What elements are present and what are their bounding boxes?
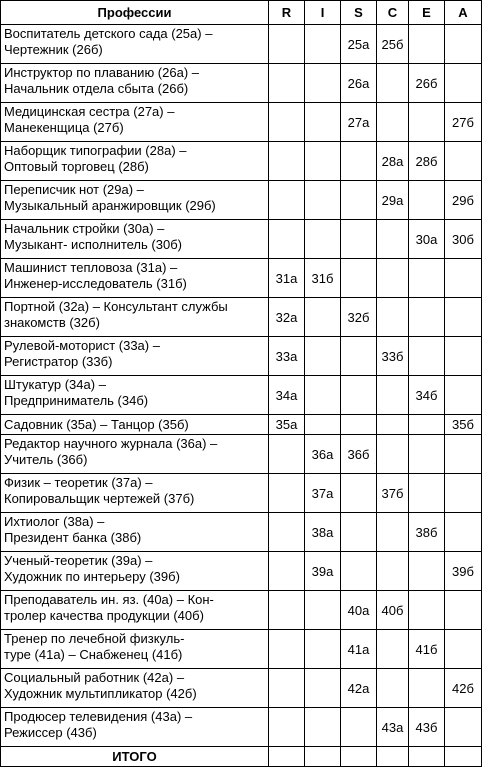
profession-pair: Медицинская сестра (27а) – Манекенщица (27б)	[1, 103, 269, 142]
cell-c: 43а	[377, 708, 409, 747]
cell-r	[269, 552, 305, 591]
cell-e	[409, 415, 445, 435]
cell-i	[305, 708, 341, 747]
cell-s	[341, 474, 377, 513]
cell-e	[409, 181, 445, 220]
cell-r	[269, 220, 305, 259]
cell-e	[409, 337, 445, 376]
cell-a	[445, 298, 482, 337]
total-cell-i	[305, 747, 341, 767]
total-cell-s	[341, 747, 377, 767]
profession-pair: Штукатур (34а) – Предприниматель (34б)	[1, 376, 269, 415]
header-row	[1, 1, 482, 25]
header-i: I	[305, 1, 341, 25]
profession-pair: Портной (32а) – Консультант службы знакомств (32б)	[1, 298, 269, 337]
table-row	[1, 474, 482, 513]
header-s: S	[341, 1, 377, 25]
table-row	[1, 376, 482, 415]
header-c: C	[377, 1, 409, 25]
cell-c	[377, 415, 409, 435]
profession-pair: Машинист тепловоза (31а) – Инженер-исследователь (31б)	[1, 259, 269, 298]
cell-i: 38а	[305, 513, 341, 552]
cell-c: 28а	[377, 142, 409, 181]
table-body	[1, 25, 482, 747]
cell-r	[269, 142, 305, 181]
cell-a: 42б	[445, 669, 482, 708]
cell-e	[409, 552, 445, 591]
header-r: R	[269, 1, 305, 25]
profession-pair: Редактор научного журнала (36а) – Учитель (36б)	[1, 435, 269, 474]
cell-s: 40а	[341, 591, 377, 630]
table-row	[1, 630, 482, 669]
total-cell-e	[409, 747, 445, 767]
cell-c	[377, 298, 409, 337]
cell-i	[305, 337, 341, 376]
cell-r	[269, 669, 305, 708]
table-row	[1, 415, 482, 435]
cell-a	[445, 259, 482, 298]
table-row	[1, 64, 482, 103]
cell-a	[445, 25, 482, 64]
table-row	[1, 142, 482, 181]
table-row	[1, 337, 482, 376]
cell-i	[305, 142, 341, 181]
cell-e	[409, 259, 445, 298]
cell-e: 28б	[409, 142, 445, 181]
profession-pair: Социальный работник (42а) – Художник мультипликатор (42б)	[1, 669, 269, 708]
cell-s	[341, 337, 377, 376]
profession-pair: Преподаватель ин. яз. (40а) – Кон- тролер качества продукции (40б)	[1, 591, 269, 630]
table-row	[1, 181, 482, 220]
header-e: E	[409, 1, 445, 25]
cell-s	[341, 513, 377, 552]
cell-i	[305, 103, 341, 142]
cell-c: 29а	[377, 181, 409, 220]
cell-a	[445, 337, 482, 376]
cell-c	[377, 435, 409, 474]
table-row	[1, 220, 482, 259]
table-row	[1, 591, 482, 630]
cell-r	[269, 708, 305, 747]
cell-s: 26а	[341, 64, 377, 103]
profession-pair: Ихтиолог (38а) – Президент банка (38б)	[1, 513, 269, 552]
cell-s	[341, 415, 377, 435]
profession-pair: Тренер по лечебной физкуль- туре (41а) – Снабженец (41б)	[1, 630, 269, 669]
cell-a	[445, 630, 482, 669]
cell-e	[409, 25, 445, 64]
table-row	[1, 435, 482, 474]
cell-a	[445, 376, 482, 415]
profession-pair: Переписчик нот (29а) – Музыкальный аранжировщик (29б)	[1, 181, 269, 220]
cell-s: 27а	[341, 103, 377, 142]
cell-a: 29б	[445, 181, 482, 220]
cell-r	[269, 513, 305, 552]
cell-c	[377, 630, 409, 669]
cell-e: 43б	[409, 708, 445, 747]
cell-c	[377, 64, 409, 103]
cell-r: 31а	[269, 259, 305, 298]
cell-c	[377, 513, 409, 552]
cell-s	[341, 708, 377, 747]
profession-pair: Садовник (35а) – Танцор (35б)	[1, 415, 269, 435]
total-row	[1, 747, 482, 767]
cell-s: 25а	[341, 25, 377, 64]
cell-e: 26б	[409, 64, 445, 103]
cell-i	[305, 25, 341, 64]
profession-pair: Рулевой-моторист (33а) – Регистратор (33б)	[1, 337, 269, 376]
profession-pair: Воспитатель детского сада (25а) – Чертежник (26б)	[1, 25, 269, 64]
cell-s	[341, 552, 377, 591]
cell-c: 33б	[377, 337, 409, 376]
cell-e	[409, 669, 445, 708]
cell-i: 36а	[305, 435, 341, 474]
cell-r	[269, 64, 305, 103]
cell-i	[305, 630, 341, 669]
cell-s	[341, 376, 377, 415]
table-row	[1, 298, 482, 337]
cell-s	[341, 259, 377, 298]
cell-c: 40б	[377, 591, 409, 630]
cell-i	[305, 181, 341, 220]
profession-pair: Начальник стройки (30а) – Музыкант- исполнитель (30б)	[1, 220, 269, 259]
cell-i	[305, 415, 341, 435]
total-cell-r	[269, 747, 305, 767]
header-professions: Профессии	[1, 1, 269, 25]
cell-i	[305, 220, 341, 259]
table-row	[1, 25, 482, 64]
table-row	[1, 708, 482, 747]
cell-e: 34б	[409, 376, 445, 415]
table-row	[1, 669, 482, 708]
profession-pair: Физик – теоретик (37а) – Копировальщик чертежей (37б)	[1, 474, 269, 513]
cell-r: 33а	[269, 337, 305, 376]
cell-c	[377, 376, 409, 415]
profession-pair: Инструктор по плаванию (26а) – Начальник отдела сбыта (26б)	[1, 64, 269, 103]
header-a: A	[445, 1, 482, 25]
cell-e	[409, 591, 445, 630]
cell-i	[305, 669, 341, 708]
cell-s: 36б	[341, 435, 377, 474]
cell-r	[269, 591, 305, 630]
cell-c: 37б	[377, 474, 409, 513]
cell-r	[269, 181, 305, 220]
table-row	[1, 513, 482, 552]
cell-s	[341, 220, 377, 259]
cell-r	[269, 435, 305, 474]
cell-a	[445, 64, 482, 103]
cell-s: 32б	[341, 298, 377, 337]
cell-e: 38б	[409, 513, 445, 552]
cell-c	[377, 103, 409, 142]
cell-i: 39а	[305, 552, 341, 591]
cell-a	[445, 513, 482, 552]
cell-s	[341, 181, 377, 220]
cell-i: 31б	[305, 259, 341, 298]
cell-i: 37а	[305, 474, 341, 513]
cell-s: 42а	[341, 669, 377, 708]
cell-r: 34а	[269, 376, 305, 415]
cell-r	[269, 474, 305, 513]
cell-a	[445, 474, 482, 513]
table-row	[1, 103, 482, 142]
cell-s: 41а	[341, 630, 377, 669]
cell-s	[341, 142, 377, 181]
cell-c: 25б	[377, 25, 409, 64]
cell-r	[269, 630, 305, 669]
cell-e: 41б	[409, 630, 445, 669]
cell-i	[305, 298, 341, 337]
cell-a: 27б	[445, 103, 482, 142]
cell-r: 35а	[269, 415, 305, 435]
cell-a	[445, 591, 482, 630]
cell-e	[409, 298, 445, 337]
table-row	[1, 552, 482, 591]
cell-i	[305, 64, 341, 103]
profession-pair: Продюсер телевидения (43а) – Режиссер (43б)	[1, 708, 269, 747]
cell-i	[305, 376, 341, 415]
cell-c	[377, 552, 409, 591]
cell-a	[445, 708, 482, 747]
cell-r	[269, 25, 305, 64]
table-row	[1, 259, 482, 298]
cell-c	[377, 669, 409, 708]
cell-a: 30б	[445, 220, 482, 259]
total-label: ИТОГО	[1, 747, 269, 767]
cell-e: 30а	[409, 220, 445, 259]
cell-a: 35б	[445, 415, 482, 435]
cell-a: 39б	[445, 552, 482, 591]
cell-e	[409, 474, 445, 513]
profession-pair: Ученый-теоретик (39а) – Художник по интерьеру (39б)	[1, 552, 269, 591]
cell-e	[409, 435, 445, 474]
cell-i	[305, 591, 341, 630]
profession-pair: Наборщик типографии (28а) – Оптовый торговец (28б)	[1, 142, 269, 181]
cell-a	[445, 142, 482, 181]
cell-c	[377, 220, 409, 259]
cell-c	[377, 259, 409, 298]
total-cell-a	[445, 747, 482, 767]
cell-r: 32а	[269, 298, 305, 337]
cell-r	[269, 103, 305, 142]
cell-e	[409, 103, 445, 142]
cell-a	[445, 435, 482, 474]
total-cell-c	[377, 747, 409, 767]
